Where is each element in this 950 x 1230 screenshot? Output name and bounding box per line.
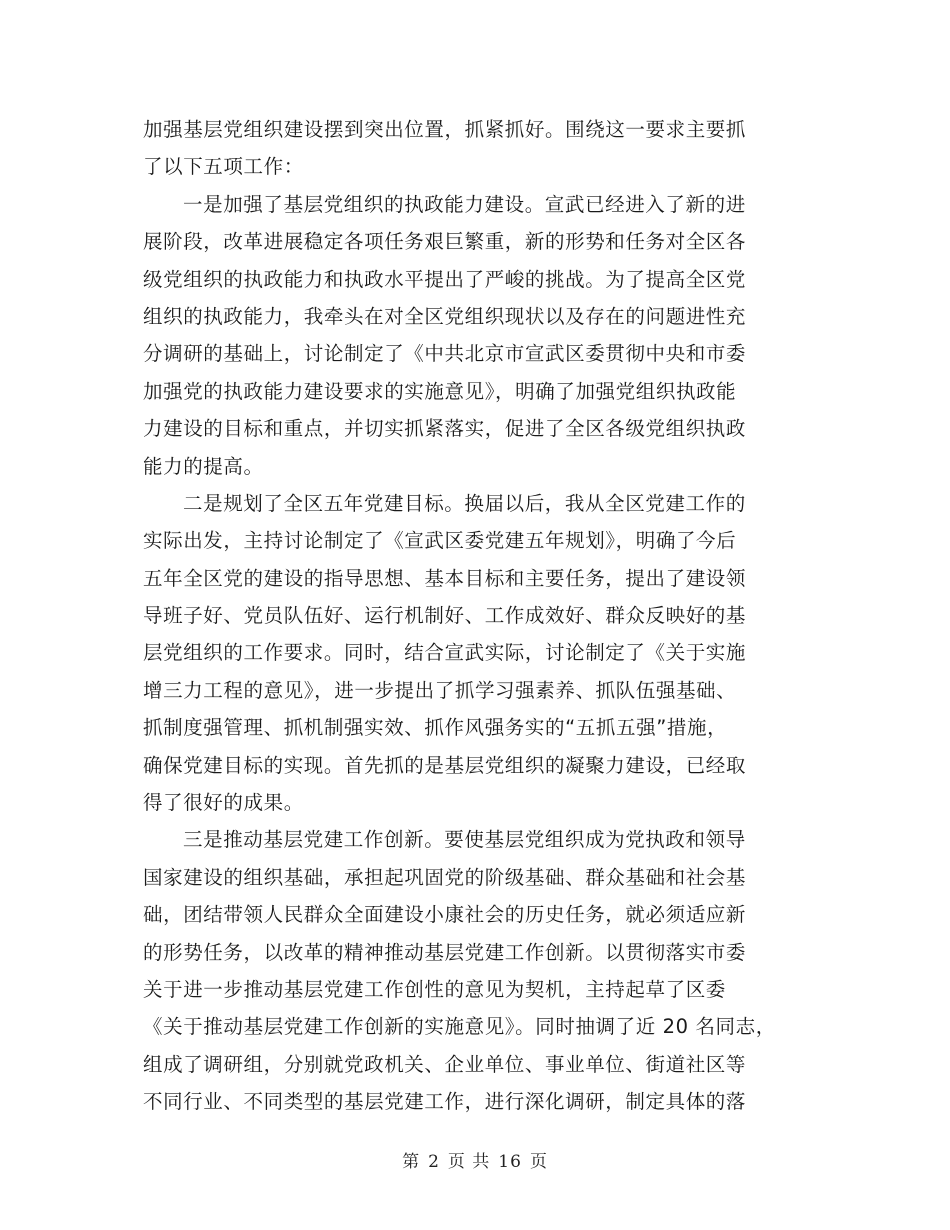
text-line: 国家建设的组织基础，承担起巩固党的阶级基础、群众基础和社会基 bbox=[143, 865, 747, 889]
text-line: 抓制度强管理、抓机制强实效、抓作风强务实的“五抓五强”措施， bbox=[143, 716, 728, 740]
text-line: 能力的提高。 bbox=[143, 454, 264, 478]
text-line: 的形势任务，以改革的精神推动基层党建工作创新。以贯彻落实市委 bbox=[143, 940, 747, 964]
footer-middle: 页 共 bbox=[447, 1152, 491, 1172]
text-line: 础，团结带领人民群众全面建设小康社会的历史任务，就必须适应新 bbox=[143, 903, 747, 927]
text-line: 级党组织的执政能力和执政水平提出了严峻的挑战。为了提高全区党 bbox=[143, 267, 747, 291]
footer-current-page: 2 bbox=[428, 1152, 440, 1172]
text-line: 导班子好、党员队伍好、运行机制好、工作成效好、群众反映好的基 bbox=[143, 604, 747, 628]
text-line: 力建设的目标和重点，并切实抓紧落实，促进了全区各级党组织执政 bbox=[143, 417, 747, 441]
text-line: 组成了调研组，分别就党政机关、企业单位、事业单位、街道社区等 bbox=[143, 1052, 747, 1076]
document-body bbox=[143, 111, 813, 1121]
footer-suffix: 页 bbox=[529, 1152, 548, 1172]
text-line: 实际出发，主持讨论制定了《宣武区委党建五年规划》，明确了今后 bbox=[143, 529, 737, 553]
text-line: 关于进一步推动基层党建工作创性的意见为契机，主持起草了区委 bbox=[143, 977, 726, 1001]
text-line: 增三力工程的意见》，进一步提出了抓学习强素养、抓队伍强基础、 bbox=[143, 678, 737, 702]
text-line: 三是推动基层党建工作创新。要使基层党组织成为党执政和领导 bbox=[183, 828, 746, 852]
text-line: 得了很好的成果。 bbox=[143, 791, 304, 815]
page-footer bbox=[0, 1147, 950, 1172]
text-line: 分调研的基础上，讨论制定了《中共北京市宣武区委贯彻中央和市委 bbox=[143, 342, 747, 366]
text-line: 确保党建目标的实现。首先抓的是基层党组织的凝聚力建设，已经取 bbox=[143, 753, 747, 777]
text-line: 二是规划了全区五年党建目标。换届以后，我从全区党建工作的 bbox=[183, 491, 746, 515]
text-line: 五年全区党的建设的指导思想、基本目标和主要任务，提出了建设领 bbox=[143, 566, 747, 590]
text-line: 《关于推动基层党建工作创新的实施意见》。同时抽调了近 20 名同志， bbox=[143, 1015, 776, 1039]
text-line: 加强基层党组织建设摆到突出位置，抓紧抓好。围绕这一要求主要抓 bbox=[143, 118, 747, 141]
text-line: 加强党的执政能力建设要求的实施意见》，明确了加强党组织执政能 bbox=[143, 379, 737, 403]
text-line: 了以下五项工作： bbox=[143, 155, 304, 179]
text-line: 不同行业、不同类型的基层党建工作，进行深化调研，制定具体的落 bbox=[143, 1090, 747, 1114]
text-line: 一是加强了基层党组织的执政能力建设。宣武已经进入了新的进 bbox=[183, 192, 746, 216]
footer-total-pages: 16 bbox=[498, 1152, 522, 1172]
text-line: 展阶段，改革进展稳定各项任务艰巨繁重，新的形势和任务对全区各 bbox=[143, 230, 747, 254]
text-line: 组织的执政能力，我牵头在对全区党组织现状以及存在的问题进性充 bbox=[143, 304, 747, 328]
text-line: 层党组织的工作要求。同时，结合宣武实际，讨论制定了《关于实施 bbox=[143, 641, 747, 665]
footer-prefix: 第 bbox=[402, 1152, 421, 1172]
